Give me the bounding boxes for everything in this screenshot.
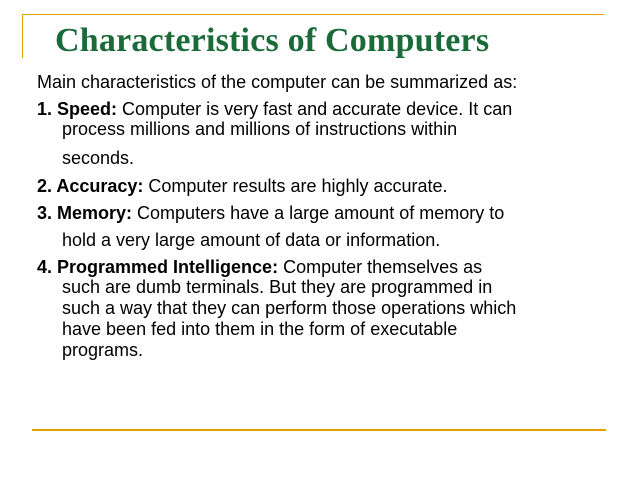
item-text: programs. bbox=[62, 340, 144, 360]
item-text: Computer themselves as bbox=[283, 257, 483, 277]
item-text: have been fed into them in the form of executable bbox=[62, 319, 458, 339]
item-label: 4. Programmed Intelligence: bbox=[37, 257, 279, 277]
slide-title: Characteristics of Computers bbox=[55, 22, 490, 59]
bottom-rule bbox=[32, 429, 606, 431]
item-text: hold a very large amount of data or information. bbox=[62, 230, 441, 250]
left-rule bbox=[22, 14, 23, 58]
item-text: process millions and millions of instructions within bbox=[62, 119, 458, 139]
item-memory bbox=[37, 203, 504, 223]
item-text: seconds. bbox=[62, 148, 135, 168]
item-programmed-intelligence bbox=[37, 257, 482, 277]
item-text: Computers have a large amount of memory to bbox=[137, 203, 505, 223]
item-text: such are dumb terminals. But they are programmed in bbox=[62, 277, 493, 297]
item-speed bbox=[37, 99, 512, 119]
item-label: 2. Accuracy: bbox=[37, 176, 144, 196]
top-rule bbox=[22, 14, 604, 15]
item-text: such a way that they can perform those operations which bbox=[62, 298, 517, 318]
item-text: Computer is very fast and accurate device. It can bbox=[122, 99, 513, 119]
item-accuracy bbox=[37, 176, 448, 196]
intro-text: Main characteristics of the computer can be summarized as: bbox=[37, 72, 518, 92]
item-text: Computer results are highly accurate. bbox=[148, 176, 448, 196]
item-label: 3. Memory: bbox=[37, 203, 133, 223]
item-label: 1. Speed: bbox=[37, 99, 118, 119]
